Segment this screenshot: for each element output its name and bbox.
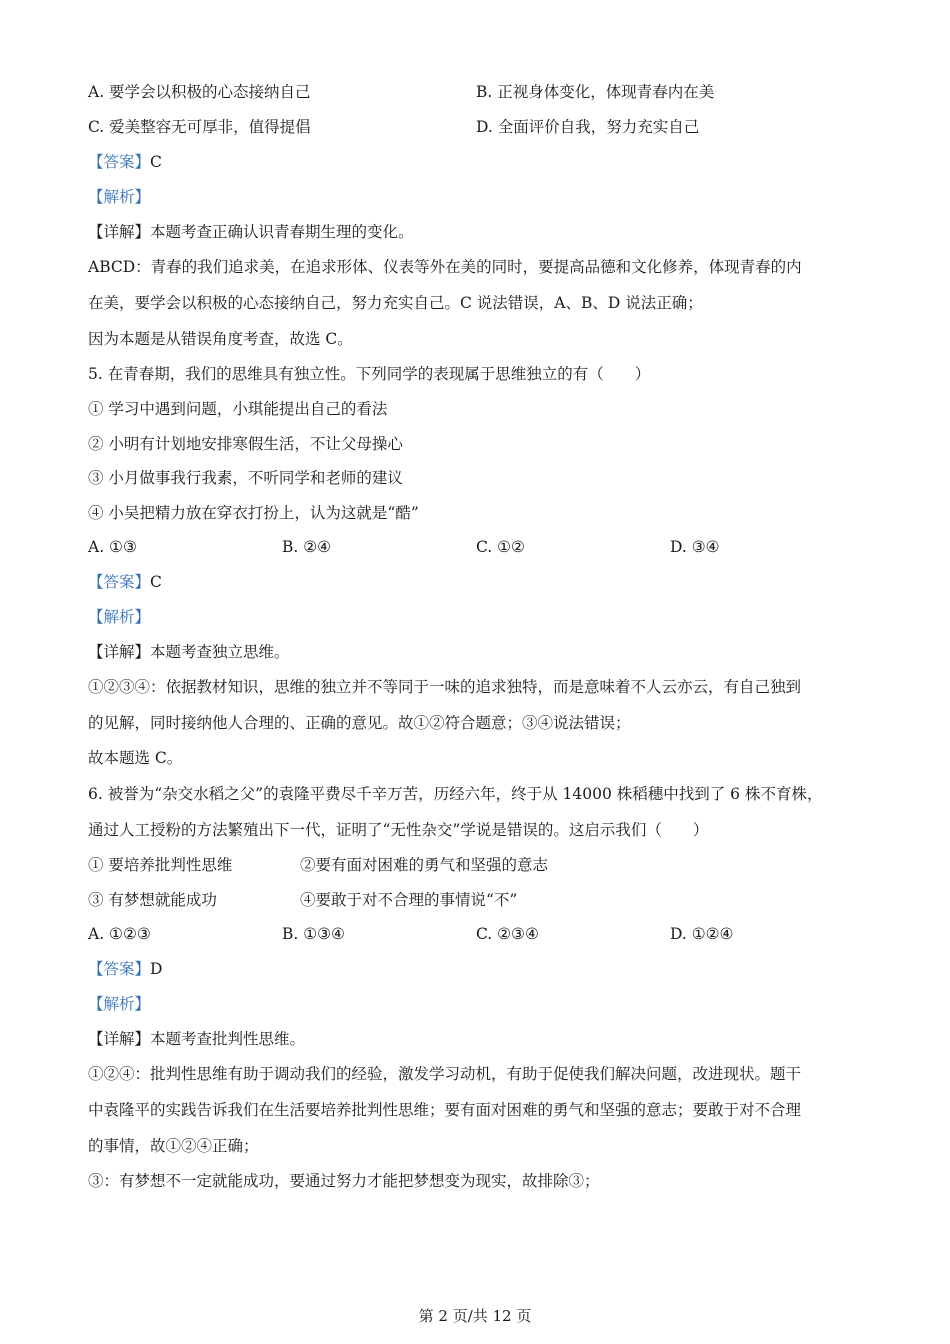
q4-detail	[88, 222, 414, 242]
q6-item: ②要有面对困难的勇气和坚强的意志	[300, 856, 549, 874]
q5-explanation-line: 的见解，同时接纳他人合理的、正确的意见。故①②符合题意；③④说法错误；	[88, 714, 631, 732]
q5-explanation-line: ①②③④：依据教材知识，思维的独立并不等同于一味的追求独特，而是意味着不人云亦云，有自己独到	[88, 678, 802, 696]
q6-explanation-line: ①②④：批判性思维有助于调动我们的经验，激发学习动机，有助于促使我们解决问题，改进现状。题干	[88, 1065, 802, 1083]
answer-value: D	[150, 960, 163, 978]
q4-analysis-tag: 【解析】	[88, 188, 151, 206]
answer-tag: 【答案】	[88, 960, 151, 978]
q6-explanation-line: ③：有梦想不一定就能成功，要通过努力才能把梦想变为现实，故排除③；	[88, 1172, 600, 1190]
q4-explanation-line: ABCD：青春的我们追求美，在追求形体、仪表等外在美的同时，要提高品德和文化修养，体现青春的内	[88, 258, 802, 276]
q6-analysis-tag: 【解析】	[88, 995, 151, 1013]
answer-tag: 【答案】	[88, 573, 151, 591]
q6-option-d: D. ①②④	[670, 925, 734, 943]
q6-answer	[88, 959, 162, 979]
q5-item: ① 学习中遇到问题，小琪能提出自己的看法	[88, 400, 388, 418]
q5-option-b: B. ②④	[282, 538, 332, 556]
detail-text: 本题考查独立思维。	[150, 643, 290, 661]
q4-answer	[88, 152, 162, 172]
q6-explanation-line: 中袁隆平的实践告诉我们在生活要培养批判性思维；要有面对困难的勇气和坚强的意志；要敢于对不合理	[88, 1101, 802, 1119]
q6-detail	[88, 1029, 305, 1049]
q5-analysis-tag: 【解析】	[88, 608, 151, 626]
q5-stem: 5. 在青春期，我们的思维具有独立性。下列同学的表现属于思维独立的有（ ）	[88, 365, 651, 383]
page-number: 第 2 页/共 12 页	[418, 1307, 532, 1325]
answer-tag: 【答案】	[88, 153, 151, 171]
detail-tag: 【详解】	[88, 1030, 151, 1048]
q5-explanation-line: 故本题选 C。	[88, 749, 183, 767]
q6-item: ③ 有梦想就能成功	[88, 891, 217, 909]
q4-explanation-line: 在美，要学会以积极的心态接纳自己，努力充实自己。C 说法错误，A、B、D 说法正确；	[88, 294, 703, 312]
q4-option-b: B. 正视身体变化，体现青春内在美	[476, 83, 715, 101]
q6-option-a: A. ①②③	[88, 925, 151, 943]
q5-answer	[88, 572, 162, 592]
q5-option-a: A. ①③	[88, 538, 137, 556]
q4-option-c: C. 爱美整容无可厚非，值得提倡	[88, 118, 311, 136]
q6-item: ④要敢于对不合理的事情说“不”	[300, 891, 518, 909]
detail-tag: 【详解】	[88, 223, 151, 241]
q4-option-d: D. 全面评价自我，努力充实自己	[476, 118, 700, 136]
q5-detail	[88, 642, 290, 662]
q6-option-b: B. ①③④	[282, 925, 345, 943]
q6-stem-line: 通过人工授粉的方法繁殖出下一代，证明了“无性杂交”学说是错误的。这启示我们（ ）	[88, 821, 709, 839]
detail-text: 本题考查正确认识青春期生理的变化。	[150, 223, 414, 241]
detail-text: 本题考查批判性思维。	[150, 1030, 306, 1048]
q5-item: ③ 小月做事我行我素，不听同学和老师的建议	[88, 469, 403, 487]
q6-item: ① 要培养批判性思维	[88, 856, 233, 874]
q4-option-a: A. 要学会以积极的心态接纳自己	[88, 83, 311, 101]
q6-stem-line: 6. 被誉为“杂交水稻之父”的袁隆平费尽千辛万苦，历经六年，终于从 14000 株稻穗中找到了 6 株不育株，	[88, 785, 823, 803]
q4-explanation-line: 因为本题是从错误角度考查，故选 C。	[88, 330, 353, 348]
q6-option-c: C. ②③④	[476, 925, 539, 943]
q6-explanation-line: 的事情，故①②④正确；	[88, 1137, 259, 1155]
q5-item: ④ 小吴把精力放在穿衣打扮上，认为这就是“酷”	[88, 504, 419, 522]
answer-value: C	[150, 573, 162, 591]
detail-tag: 【详解】	[88, 643, 151, 661]
q5-option-c: C. ①②	[476, 538, 525, 556]
q5-option-d: D. ③④	[670, 538, 720, 556]
q5-item: ② 小明有计划地安排寒假生活，不让父母操心	[88, 435, 403, 453]
answer-value: C	[150, 153, 162, 171]
